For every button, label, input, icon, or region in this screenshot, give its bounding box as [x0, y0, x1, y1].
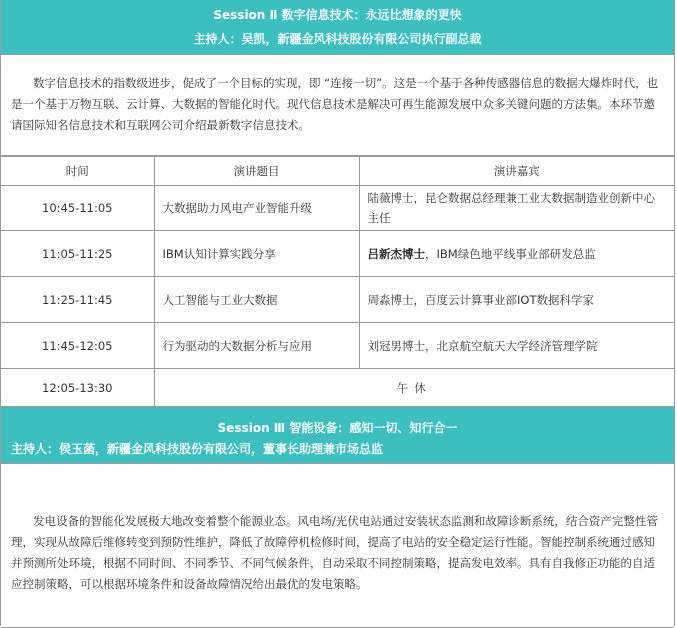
session-3-intro: 发电设备的智能化发展极大地改变着整个能源业态。风电场/光伏电站通过安装状态监测和故障诊断系统，结合资产完整性管理，实现从故障后维修转变到预防性维护，降低了故障停机检修时间，提高了电站的安全稳定运行性能。智能控制系统通过感知并预测所处环境，根据不同时间、不同季节、不同气候条件，自动采取不同控制策略，提高发电效率。具有自我修正功能的自适应控制策略，可以根据环境条件和设备故障情况给出最优的发电策略。: [1, 464, 674, 628]
speaker-title: ，IBM绿色地平线事业部研发总监: [425, 246, 596, 261]
session-3-host: 主持人：侯玉菡，新疆金风科技股份有限公司，董事长助理兼市场总监: [11, 442, 384, 456]
session-2-header: [1, 0, 674, 55]
row-topic: 人工智能与工业大数据: [154, 277, 359, 323]
row-topic: IBM认知计算实践分享: [154, 231, 359, 277]
row-speaker: [359, 231, 674, 277]
table-row: [1, 323, 674, 369]
table-row: [1, 231, 674, 277]
schedule-header-row: [1, 157, 674, 186]
header-speaker: 演讲嘉宾: [359, 157, 674, 186]
row-speaker: 周淼博士，百度云计算事业部IOT数据科学家: [359, 277, 674, 323]
lunch-row: [1, 369, 674, 407]
row-time: 10:45-11:05: [1, 186, 154, 231]
session-3-title: Session Ⅲ 智能设备：感知一切、知行合一: [217, 421, 458, 435]
session-2-title: Session Ⅱ 数字信息技术：永远比想象的更快: [213, 8, 462, 22]
row-speaker: 陆薇博士，昆仑数据总经理兼工业大数据制造业创新中心主任: [359, 186, 674, 231]
lunch-label: 午休: [154, 369, 674, 407]
row-time: 11:25-11:45: [1, 277, 154, 323]
header-time: 时间: [1, 157, 154, 186]
session-3-header: [1, 407, 674, 464]
row-topic: 行为驱动的大数据分析与应用: [154, 323, 359, 369]
row-topic: 大数据助力风电产业智能升级: [154, 186, 359, 231]
header-topic: 演讲题目: [154, 157, 359, 186]
schedule-table: [1, 156, 674, 407]
speaker-name: 吕新杰博士: [367, 246, 425, 261]
row-time: 11:05-11:25: [1, 231, 154, 277]
session-2-host: 主持人：吴凯，新疆金风科技股份有限公司执行副总裁: [193, 32, 482, 46]
lunch-time: 12:05-13:30: [1, 369, 154, 407]
table-row: [1, 186, 674, 231]
row-speaker: 刘冠男博士，北京航空航天大学经济管理学院: [359, 323, 674, 369]
session-2-intro: 数字信息技术的指数级进步，促成了一个目标的实现，即 “连接一切”。这是一个基于各种传感器信息的数据大爆炸时代，也是一个基于万物互联、云计算、大数据的智能化时代。现代信息技术是解决可再生能源发展中众多关键问题的方法集。本环节邀请国际知名信息技术和互联网公司介绍最新数字信息技术。: [1, 55, 674, 156]
row-time: 11:45-12:05: [1, 323, 154, 369]
table-row: [1, 277, 674, 323]
